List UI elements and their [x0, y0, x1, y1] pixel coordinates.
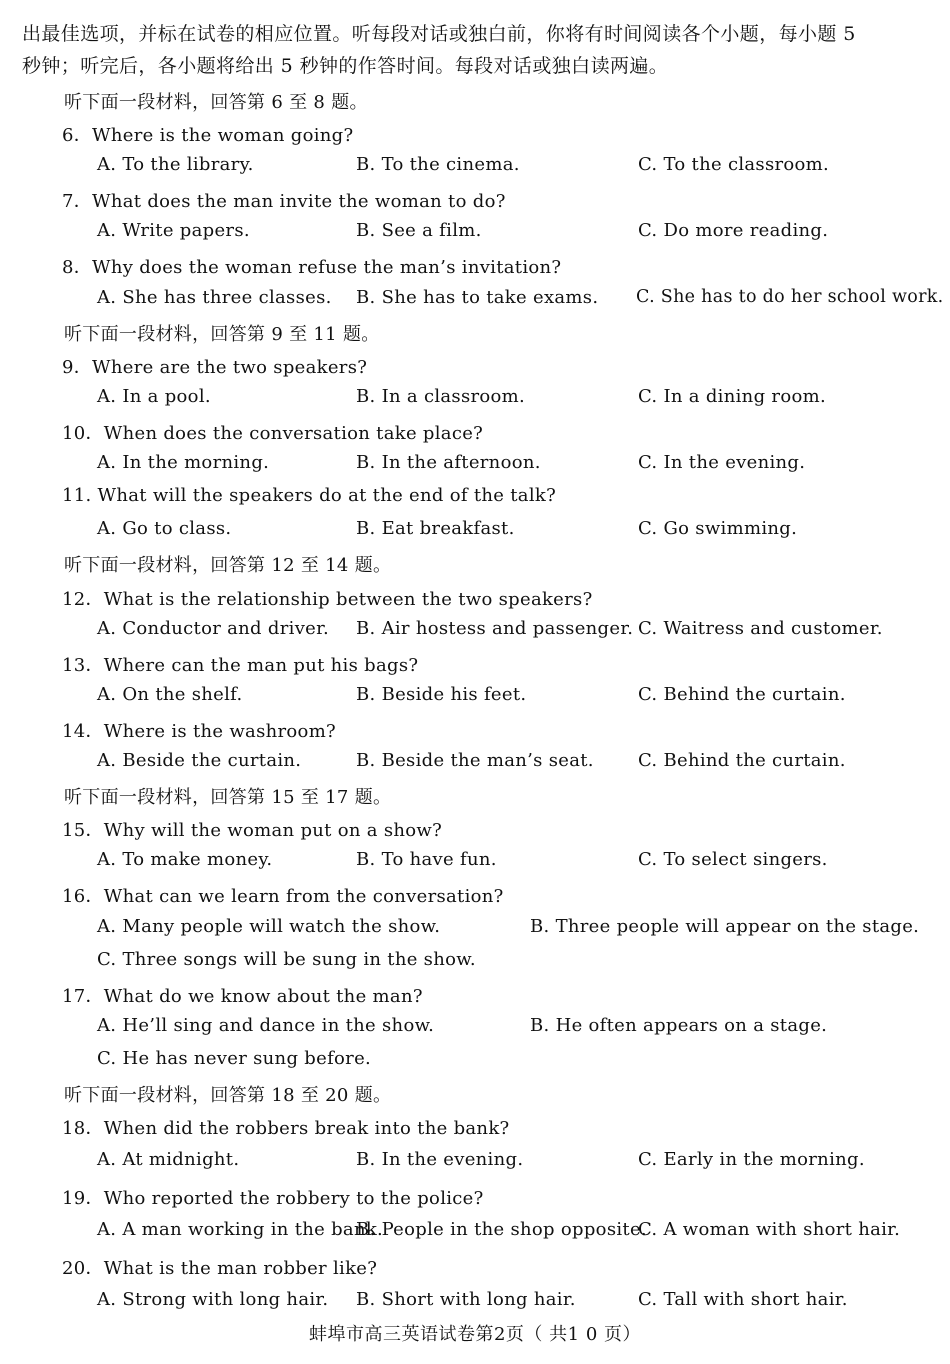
question-10-option-c: C. In the evening. — [638, 452, 806, 473]
question-15-stem: 15．Why will the woman put on a show? — [62, 820, 443, 841]
question-18-option-c: C. Early in the morning. — [638, 1149, 865, 1170]
question-14-stem: 14．Where is the washroom? — [62, 721, 337, 742]
question-20-option-c: C. Tall with short hair. — [638, 1289, 848, 1310]
question-6-option-c: C. To the classroom. — [638, 154, 830, 175]
question-18-option-a: A. At midnight. — [97, 1149, 240, 1170]
question-13-option-c: C. Behind the curtain. — [638, 684, 846, 705]
question-10-option-b: B. In the afternoon. — [356, 452, 541, 473]
question-11-option-c: C. Go swimming. — [638, 518, 798, 539]
question-12-stem: 12．What is the relationship between the two speakers? — [62, 589, 593, 610]
question-8-option-b: B. She has to take exams. — [356, 287, 599, 308]
question-8-option-c: C. She has to do her school work. — [636, 287, 944, 307]
section-heading-12-14: 听下面一段材料，回答第 12 至 14 题。 — [64, 555, 392, 576]
question-9-option-b: B. In a classroom. — [356, 386, 526, 407]
question-12-option-b: B. Air hostess and passenger. — [356, 618, 634, 639]
question-16-stem: 16．What can we learn from the conversation? — [62, 886, 504, 907]
question-19-stem: 19．Who reported the robbery to the police? — [62, 1188, 484, 1209]
question-11-option-b: B. Eat breakfast. — [356, 518, 515, 539]
question-10-option-a: A. In the morning. — [97, 452, 270, 473]
question-20-stem: 20．What is the man robber like? — [62, 1258, 378, 1279]
question-20-option-a: A. Strong with long hair. — [97, 1289, 329, 1310]
question-10-stem: 10．When does the conversation take place? — [62, 423, 484, 444]
question-16-option-b: B. Three people will appear on the stage. — [530, 916, 920, 937]
question-7-option-c: C. Do more reading. — [638, 220, 829, 241]
question-14-option-b: B. Beside the man’s seat. — [356, 750, 594, 771]
question-18-option-b: B. In the evening. — [356, 1149, 524, 1170]
question-16-option-c: C. Three songs will be sung in the show. — [97, 949, 476, 970]
question-15-option-b: B. To have fun. — [356, 849, 497, 870]
question-17-option-b: B. He often appears on a stage. — [530, 1015, 828, 1036]
question-6-option-b: B. To the cinema. — [356, 154, 520, 175]
question-12-option-a: A. Conductor and driver. — [97, 618, 330, 639]
question-11-stem: 11. What will the speakers do at the end of the talk? — [62, 485, 557, 506]
question-6-stem: 6．Where is the woman going? — [62, 125, 354, 146]
instructions-line-2: 秒钟；听完后，各小题将给出 5 秒钟的作答时间。每段对话或独白读两遍。 — [22, 55, 669, 77]
page-footer: 蚌埠市高三英语试卷第2页（ 共1 0 页） — [308, 1324, 642, 1345]
question-9-option-c: C. In a dining room. — [638, 386, 826, 407]
question-13-stem: 13．Where can the man put his bags? — [62, 655, 419, 676]
question-7-stem: 7．What does the man invite the woman to do? — [62, 191, 506, 212]
question-14-option-a: A. Beside the curtain. — [97, 750, 302, 771]
question-17-option-a: A. He’ll sing and dance in the show. — [97, 1015, 435, 1036]
question-14-option-c: C. Behind the curtain. — [638, 750, 846, 771]
section-heading-15-17: 听下面一段材料，回答第 15 至 17 题。 — [64, 787, 392, 808]
question-7-option-a: A. Write papers. — [97, 220, 250, 241]
question-13-option-a: A. On the shelf. — [97, 684, 243, 705]
instructions-paragraph — [22, 18, 932, 82]
question-15-option-a: A. To make money. — [97, 849, 273, 870]
instructions-line-1: 出最佳选项，并标在试卷的相应位置。听每段对话或独白前，你将有时间阅读各个小题，每小题 5 — [22, 23, 856, 45]
question-19-option-c: C. A woman with short hair. — [638, 1219, 901, 1240]
question-8-option-a: A. She has three classes. — [97, 287, 332, 308]
question-6-option-a: A. To the library. — [97, 154, 254, 175]
question-18-stem: 18．When did the robbers break into the bank? — [62, 1118, 510, 1139]
question-11-option-a: A. Go to class. — [97, 518, 232, 539]
question-13-option-b: B. Beside his feet. — [356, 684, 527, 705]
section-heading-18-20: 听下面一段材料，回答第 18 至 20 题。 — [64, 1085, 392, 1106]
question-7-option-b: B. See a film. — [356, 220, 482, 241]
question-16-option-a: A. Many people will watch the show. — [97, 916, 441, 937]
question-8-stem: 8．Why does the woman refuse the man’s invitation? — [62, 257, 562, 278]
question-20-option-b: B. Short with long hair. — [356, 1289, 576, 1310]
question-9-option-a: A. In a pool. — [97, 386, 211, 407]
question-19-option-b: B. People in the shop opposite. — [356, 1219, 647, 1240]
question-12-option-c: C. Waitress and customer. — [638, 618, 883, 639]
section-heading-9-11: 听下面一段材料，回答第 9 至 11 题。 — [64, 324, 380, 345]
section-heading-6-8: 听下面一段材料，回答第 6 至 8 题。 — [64, 92, 368, 113]
question-9-stem: 9．Where are the two speakers? — [62, 357, 368, 378]
question-17-stem: 17．What do we know about the man? — [62, 986, 423, 1007]
question-17-option-c: C. He has never sung before. — [97, 1048, 372, 1069]
question-15-option-c: C. To select singers. — [638, 849, 828, 870]
question-19-option-a: A. A man working in the bank. — [97, 1219, 384, 1240]
